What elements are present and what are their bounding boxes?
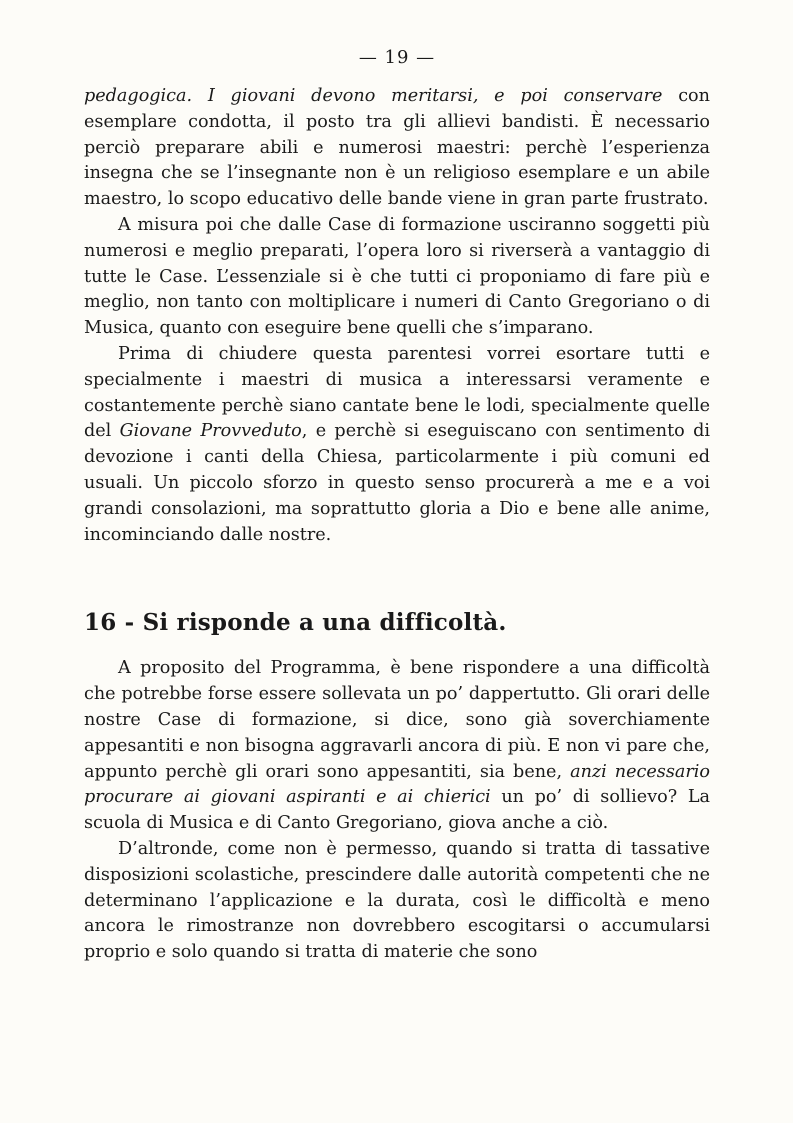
section-heading: 16 - Si risponde a una difficoltà. [84,609,507,637]
p2-part-1: A misura poi che dalle Case di formazione usciranno soggetti più numerosi e meglio preparati, l’opera loro si riverserà a vantaggio di tutte le Case. L’essenziale si è che tutti ci proponiamo di fare più e meglio, non tanto con moltiplicare i numeri di Canto Gregoriano o di Musica, quanto con eseguire bene quelli che s’imparano. [84,214,710,339]
p1-part-1: pedagogica. [84,86,208,106]
p5-part-1: D’altronde, come non è permesso, quando si tratta di tassative disposizioni scolastiche, prescindere dalle autorità competenti che ne determinano l’applicazione e la durata, così le difficoltà e meno ancora le rimostranze non dovrebbero escogitarsi o accumularsi proprio e solo quando si tratta di materie che sono [84,838,710,963]
p1-part-2: I giovani devono meritarsi, e poi conservare [207,86,663,106]
paragraph-4 [84,656,710,837]
p3-part-3: , e perchè si eseguiscano con sentimento di devozione i canti della Chiesa, particolarmente i più comuni ed usuali. Un piccolo sforzo in questo senso procurerà a me e a voi grandi consolazioni, ma soprattutto gloria a Dio e bene alle anime, incominciando dalle nostre. [84,421,710,545]
paragraph-1 [84,84,710,213]
p4-part-1: A proposito del Programma, è bene rispondere a una difficoltà che potrebbe forse essere sollevata un po’ dappertutto. Gli orari delle nostre Case di formazione, si dice, sono già soverchiamente appesantiti e non bisogna aggravarli ancora di più. E non vi pare che, appunto perchè gli orari sono appesantiti, sia bene, [84,658,710,782]
paragraph-5 [84,837,710,966]
paragraph-2 [84,213,710,342]
page-number: — 19 — [358,47,436,68]
p4-part-2: anzi necessario procurare ai giovani aspiranti e ai chierici [84,761,710,808]
p4-part-3: un po’ di sollievo? La scuola di Musica e di Canto Gregoriano, giova anche a ciò. [84,787,710,834]
paragraph-3 [84,342,710,548]
p3-part-1: Prima di chiudere questa parentesi vorrei esortare tutti e specialmente i maestri di musica a interessarsi veramente e costantemente perchè siano cantate bene le lodi, specialmente quelle del [84,343,710,442]
document-page [84,44,710,966]
p3-book-title: Giovane Provveduto [119,421,302,442]
p1-part-3: con esemplare condotta, il posto tra gli allievi bandisti. È necessario perciò preparare abili e numerosi maestri: perchè l’esperienza insegna che se l’insegnante non è un religioso esemplare e un abile maestro, lo scopo educativo delle bande viene in gran parte frustrato. [84,86,710,210]
